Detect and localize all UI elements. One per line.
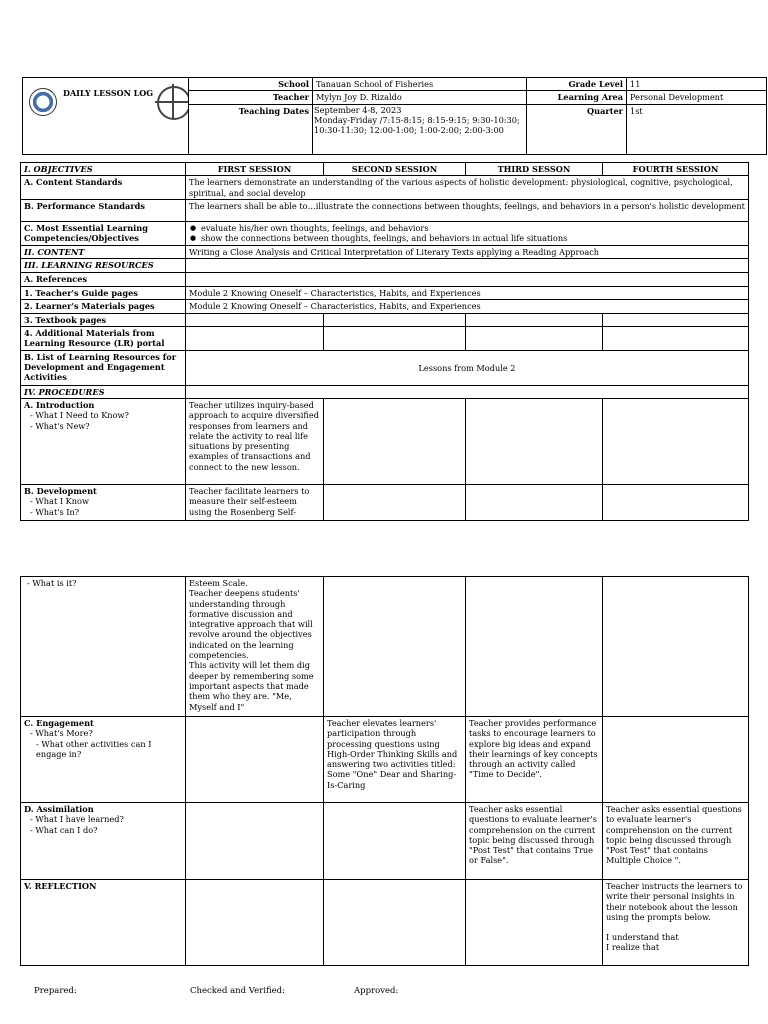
grade-label: Grade Level bbox=[527, 78, 627, 91]
reflection-prompt: I understand that bbox=[606, 932, 679, 943]
engagement-label-cell bbox=[21, 717, 186, 803]
dev-first-session: Teacher facilitate learners to measure their self-esteem using the Rosenberg Self- bbox=[186, 484, 324, 520]
grade-value: 11 bbox=[627, 78, 767, 91]
assimilation-fourth-session: Teacher asks essential questions to evaluate learner's comprehension on the current topic being discussed through "Post Test" that contains Multiple Choice ". bbox=[603, 803, 749, 880]
intro-question: - What I Need to Know? bbox=[30, 410, 129, 421]
assimilation-question: - What can I do? bbox=[30, 824, 98, 835]
engagement-second-session: Teacher elevates learners' participation through processing questions using High-Order Thinking Skills and answering two activities titled: Some "One" Dear and Sharing-Is-Caring bbox=[324, 717, 466, 803]
checked-label: Checked and Verified: bbox=[190, 986, 285, 996]
melc-item: ● evaluate his/her own thoughts, feelings, and behaviors bbox=[201, 223, 745, 233]
area-value: Personal Development bbox=[627, 91, 767, 104]
dev-label-cell bbox=[21, 484, 186, 520]
page-title: DAILY LESSON LOG bbox=[63, 88, 154, 98]
content-standards: The learners demonstrate an understanding of the various aspects of holistic development: physiological, cognitive, psychological, spiritual, and social develop bbox=[186, 176, 749, 200]
engagement-third-session: Teacher provides performance tasks to encourage learners to explore big ideas and expand their learnings of key concepts through an activity called "Time to Decide". bbox=[466, 717, 603, 803]
melc-list bbox=[186, 221, 749, 245]
procedures-label: IV. PROCEDURES bbox=[21, 385, 186, 398]
third-session-header: THIRD SESSON bbox=[466, 163, 603, 176]
dev-label: B. Development bbox=[24, 485, 97, 496]
content-label: II. CONTENT bbox=[21, 245, 186, 258]
references-value bbox=[186, 273, 749, 287]
reflection-prompt: I realize that bbox=[606, 942, 660, 953]
engagement-label: C. Engagement bbox=[24, 718, 94, 728]
school-logo-icon bbox=[157, 86, 189, 120]
references-label: A. References bbox=[21, 273, 186, 287]
melc-item: ● show the connections between thoughts, feelings, and behaviors in actual life situations bbox=[201, 233, 745, 243]
assimilation-label: D. Assimilation bbox=[24, 804, 94, 814]
content-value: Writing a Close Analysis and Critical Interpretation of Literary Texts applying a Reading Approach bbox=[186, 245, 749, 258]
reflection-fourth-session bbox=[603, 880, 749, 966]
dates-value bbox=[313, 104, 527, 154]
prepared-label: Prepared: bbox=[34, 986, 77, 996]
second-session-header: SECOND SESSION bbox=[324, 163, 466, 176]
list-resources-label: B. List of Learning Resources for Development and Engagement Activities bbox=[21, 350, 186, 385]
tg-value: Module 2 Knowing Oneself – Characteristics, Habits, and Experiences bbox=[186, 287, 749, 300]
performance-standards: The learners shall be able to…illustrate the connections between thoughts, feelings, and behaviors in a person's holistic development bbox=[186, 199, 749, 221]
whatisit-first-session: Esteem Scale. Teacher deepens students' understanding through formative discussion and integrative approach that will revolve around the objectives indicated on the learning competencies. This activity will let them dig deeper by remembering some important aspects that made them who they are. "Me, Myself and I" bbox=[186, 577, 324, 717]
teacher-value: Mylyn Joy D. Rizaldo bbox=[313, 91, 527, 104]
first-session-header: FIRST SESSION bbox=[186, 163, 324, 176]
area-label: Learning Area bbox=[527, 91, 627, 104]
dev-question: - What's In? bbox=[30, 506, 80, 517]
intro-question: - What's New? bbox=[30, 420, 90, 431]
quarter-value: 1st bbox=[627, 104, 767, 154]
lm-value: Module 2 Knowing Oneself – Characteristics, Habits, and Experiences bbox=[186, 300, 749, 313]
tg-label: 1. Teacher's Guide pages bbox=[21, 287, 186, 300]
reflection-instruction: Teacher instructs the learners to write their personal insights in their notebook about the lesson using the prompts below. bbox=[606, 881, 743, 922]
lesson-table-page1 bbox=[20, 162, 749, 521]
list-resources-value: Lessons from Module 2 bbox=[186, 350, 749, 385]
header-title-cell bbox=[23, 78, 189, 155]
intro-label: A. Introduction bbox=[24, 399, 95, 410]
quarter-label: Quarter bbox=[527, 104, 627, 154]
intro-first-session: Teacher utilizes inquiry-based approach to acquire diversified responses from learners and relate the activity to real life situations by presenting examples of transactions and connect to the new lesson. bbox=[186, 398, 324, 484]
dates-label: Teaching Dates bbox=[189, 104, 313, 154]
resources-value bbox=[186, 259, 749, 273]
intro-label-cell bbox=[21, 398, 186, 484]
assimilation-question: - What I have learned? bbox=[30, 814, 124, 825]
dates-line1: September 4-8, 2023 bbox=[314, 104, 402, 115]
assimilation-third-session: Teacher asks essential questions to evaluate learner's comprehension on the current topic being discussed through "Post Test" that contains True or False". bbox=[466, 803, 603, 880]
additional-label: 4. Additional Materials from Learning Resource (LR) portal bbox=[21, 327, 186, 351]
melc-label: C. Most Essential Learning Competencies/Objectives bbox=[21, 221, 186, 245]
resources-label: III. LEARNING RESOURCES bbox=[21, 259, 186, 273]
school-value: Tanauan School of Fisheries bbox=[313, 78, 527, 91]
assimilation-label-cell bbox=[21, 803, 186, 880]
reflection-label: V. REFLECTION bbox=[21, 880, 186, 966]
engagement-question: - What other activities can I engage in? bbox=[36, 738, 152, 759]
whatisit-label: - What is it? bbox=[21, 577, 186, 717]
procedures-value bbox=[186, 385, 749, 398]
teacher-label: Teacher bbox=[189, 91, 313, 104]
lesson-table-page2 bbox=[20, 576, 749, 966]
objectives-header: I. OBJECTIVES bbox=[21, 163, 186, 176]
engagement-question: - What's More? bbox=[30, 728, 93, 739]
deped-seal-icon bbox=[29, 88, 57, 116]
header-block bbox=[22, 77, 767, 155]
content-standards-label: A. Content Standards bbox=[21, 176, 186, 200]
dev-question: - What I Know bbox=[30, 496, 89, 507]
fourth-session-header: FOURTH SESSION bbox=[603, 163, 749, 176]
textbook-label: 3. Textbook pages bbox=[21, 313, 186, 326]
approved-label: Approved: bbox=[354, 986, 399, 996]
performance-standards-label: B. Performance Standards bbox=[21, 199, 186, 221]
dates-line2: Monday-Friday /7:15-8:15; 8:15-9:15; 9:30-10:30; 10:30-11:30; 12:00-1:00; 1:00-2:00; 2:00-3:00 bbox=[314, 114, 520, 136]
school-label: School bbox=[189, 78, 313, 91]
lm-label: 2. Learner's Materials pages bbox=[21, 300, 186, 313]
